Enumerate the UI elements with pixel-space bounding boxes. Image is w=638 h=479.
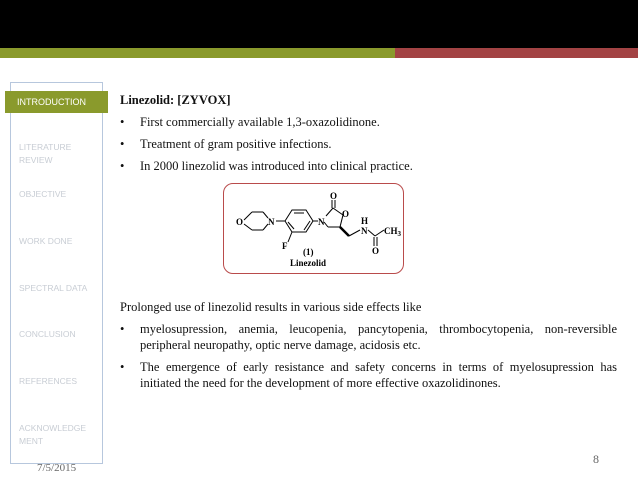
atom-h: H	[361, 216, 369, 226]
accent-green	[0, 48, 395, 58]
atom-n: N	[318, 217, 325, 227]
side-effects-intro: Prolonged use of linezolid results in various side effects like	[120, 300, 422, 314]
nav-item-work-done[interactable]: WORK DONE	[19, 236, 73, 246]
ch3-label: CH	[384, 226, 398, 236]
bullet-item: • Treatment of gram positive infections.	[120, 136, 625, 152]
intro-bullets	[120, 114, 625, 174]
compound-name: Linezolid	[290, 258, 327, 268]
atom-o: O	[330, 191, 338, 201]
page-number: 8	[593, 452, 599, 466]
atom-o: O	[372, 246, 380, 256]
accent-stripe	[0, 48, 638, 58]
title-bar	[0, 0, 638, 48]
bullet-item: • First commercially available 1,3-oxazolidinone.	[120, 114, 625, 130]
nav-item-introduction[interactable]: INTRODUCTION	[5, 91, 108, 113]
nav-item-acknowledgement[interactable]	[11, 422, 102, 448]
atom-o: O	[342, 209, 350, 219]
nav-item-label: ACKNOWLEDGE MENT	[19, 423, 87, 446]
bullet-item: • The emergence of early resistance and safety concerns in terms of myelosupression has initiated the need for the development of more effective oxazolidinones.	[120, 359, 617, 391]
bullet-item: • myelosupression, anemia, leucopenia, pancytopenia, thrombocytopenia, non-reversible peripheral neuropathy, optic nerve damage, acidosis etc.	[120, 321, 617, 353]
side-effects-bullets	[120, 321, 617, 391]
ch3-subscript: 3	[397, 230, 401, 238]
atom-o: O	[236, 217, 244, 227]
bullet-item: • In 2000 linezolid was introduced into clinical practice.	[120, 158, 625, 174]
nav-item-label: LITERATURE REVIEW	[19, 142, 72, 165]
linezolid-structure	[224, 184, 403, 273]
atom-n: N	[361, 226, 368, 236]
slide-content	[120, 93, 625, 180]
atom-ch3	[384, 226, 402, 238]
structure-box	[223, 183, 404, 274]
atom-f: F	[282, 241, 288, 251]
compound-number: (1)	[303, 247, 314, 257]
nav-item-spectral-data[interactable]: SPECTRAL DATA	[19, 283, 88, 293]
nav-item-literature-review[interactable]	[11, 141, 102, 167]
slide-date: 7/5/2015	[37, 462, 77, 474]
nav-item-conclusion[interactable]: CONCLUSION	[19, 329, 76, 339]
atom-n: N	[268, 217, 275, 227]
slide-title: Linezolid: [ZYVOX]	[120, 93, 231, 107]
side-effects-section	[120, 299, 617, 397]
nav-item-objective[interactable]: OBJECTIVE	[19, 189, 67, 199]
accent-red	[395, 48, 638, 58]
nav-item-references[interactable]: REFERENCES	[19, 376, 78, 386]
sidebar-nav	[10, 82, 103, 464]
